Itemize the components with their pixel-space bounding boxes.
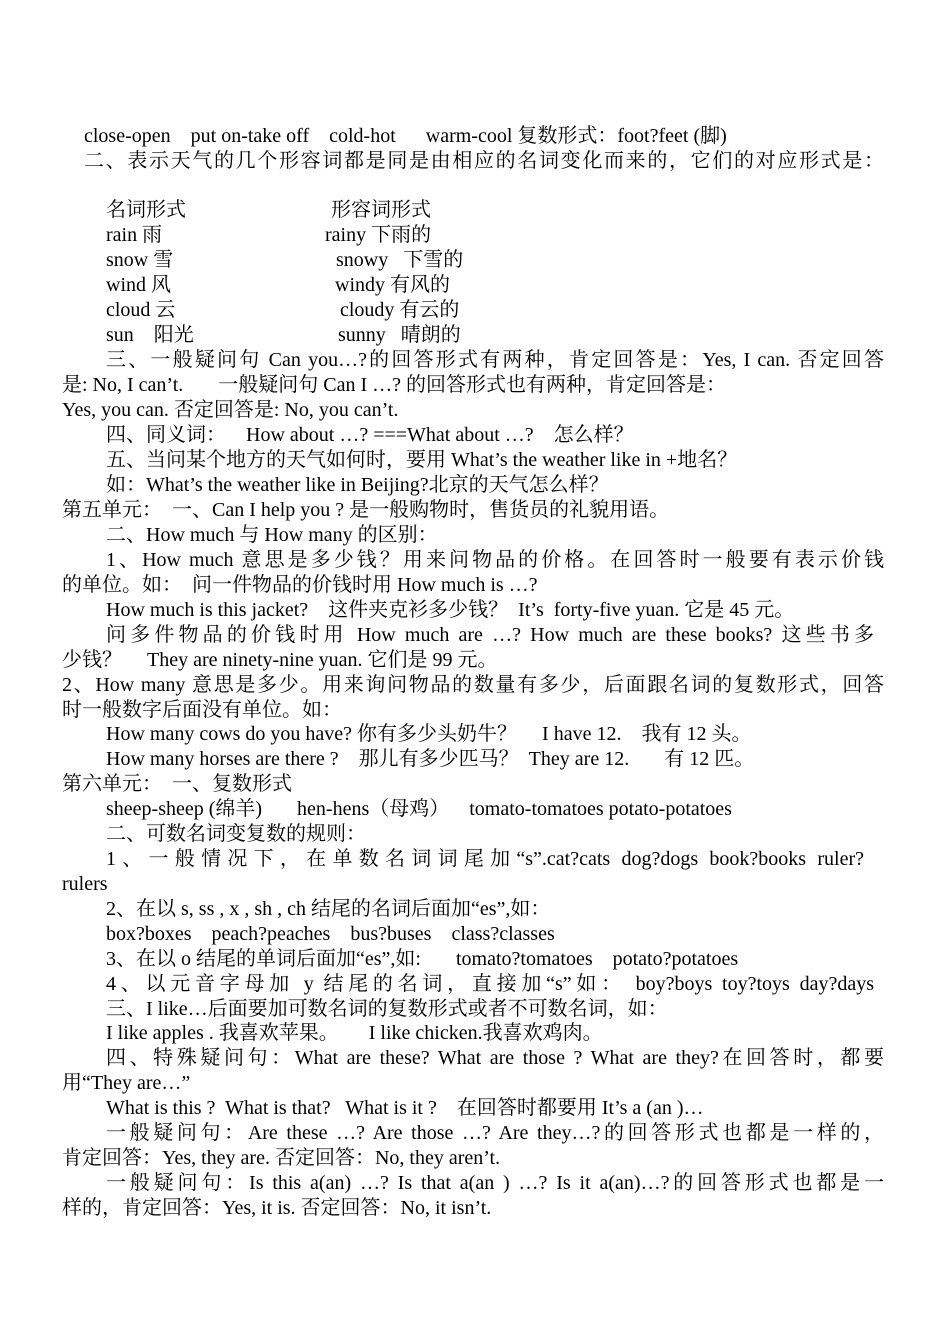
- text-line: 一般疑问句：Are these …? Are those …? Are they…?的回答形式也都是一样的，: [106, 1122, 884, 1144]
- text-line: 的单位。如： 问一件物品的价钱时用 How much is …?: [62, 574, 538, 596]
- text-line: 二、表示天气的几个形容词都是同是由相应的名词变化而来的，它们的对应形式是：: [84, 150, 884, 172]
- noun-cell: wind 风: [106, 274, 171, 296]
- text-line: What is this ? What is that? What is it ? 在回答时都要用 It’s a (an )…: [106, 1097, 704, 1119]
- text-line: 用“They are…”: [62, 1072, 191, 1094]
- text-line: box?boxes peach?peaches bus?buses class?classes: [106, 923, 555, 945]
- text-line: 二、How much 与 How many 的区别：: [106, 524, 438, 546]
- adjective-cell: sunny 晴朗的: [338, 324, 461, 346]
- text-line: 四、特殊疑问句：What are these? What are those ? What are they?在回答时，都要: [106, 1047, 884, 1069]
- text-line: 1、How much 意思是多少钱？用来问物品的价格。在回答时一般要有表示价钱: [106, 549, 884, 571]
- text-line: 2、How many 意思是多少。用来询问物品的数量有多少，后面跟名词的复数形式，回答: [62, 674, 884, 696]
- text-line: Yes, you can. 否定回答是: No, you can’t.: [62, 399, 399, 421]
- text-line: 3、在以 o 结尾的单词后面加“es”,如: tomato?tomatoes potato?potatoes: [106, 948, 739, 970]
- text-line: How many cows do you have? 你有多少头奶牛？ I have 12. 我有 12 头。: [106, 723, 752, 745]
- adjective-cell: cloudy 有云的: [340, 299, 460, 321]
- text-line: 时一般数字后面没有单位。如：: [62, 699, 342, 721]
- table-header-adjective: 形容词形式: [331, 199, 431, 221]
- text-line: sheep-sheep (绵羊) hen-hens（母鸡） tomato-tomatoes potato-potatoes: [106, 798, 732, 820]
- text-line: 五、当问某个地方的天气如何时，要用 What’s the weather like in +地名？: [106, 449, 738, 471]
- section-heading-unit-6: 第六单元： 一、复数形式: [62, 773, 292, 795]
- text-line: 2、在以 s, ss , x , sh , ch 结尾的名词后面加“es”,如：: [106, 898, 551, 920]
- text-line: 样的，肯定回答：Yes, it is. 否定回答：No, it isn’t.: [62, 1197, 492, 1219]
- text-line: 如：What’s the weather like in Beijing?北京的天气怎么样？: [106, 474, 609, 496]
- text-line: 少钱？ They are ninety-nine yuan. 它们是 99 元。: [62, 649, 498, 671]
- noun-cell: cloud 云: [106, 299, 176, 321]
- noun-cell: sun 阳光: [106, 324, 194, 346]
- noun-cell: snow 雪: [106, 249, 174, 271]
- adjective-cell: rainy 下雨的: [325, 224, 432, 246]
- text-line: rulers: [62, 873, 108, 895]
- adjective-cell: windy 有风的: [335, 274, 450, 296]
- text-line: 一般疑问句：Is this a(an) …? Is that a(an ) …? Is it a(an)…?的回答形式也都是一: [106, 1172, 884, 1194]
- text-line: 问多件物品的价钱时用 How much are …? How much are these books? 这些书多: [106, 624, 874, 646]
- text-line: How many horses are there ? 那儿有多少匹马？ They are 12. 有 12 匹。: [106, 748, 755, 770]
- text-line: 4、以元音字母加 y 结尾的名词，直接加“s”如： boy?boys toy?toys day?days: [106, 973, 874, 995]
- text-line: 三、一般疑问句 Can you…?的回答形式有两种，肯定回答是：Yes, I can. 否定回答: [106, 349, 884, 371]
- section-heading-unit-5: 第五单元： 一、Can I help you ? 是一般购物时，售货员的礼貌用语。: [62, 499, 670, 521]
- text-line: 三、I like…后面要加可数名词的复数形式或者不可数名词，如：: [106, 998, 668, 1020]
- text-line: 二、可数名词变复数的规则：: [106, 823, 366, 845]
- noun-cell: rain 雨: [106, 224, 163, 246]
- text-line: 肯定回答：Yes, they are. 否定回答：No, they aren’t.: [62, 1147, 501, 1169]
- text-line: 1、一般情况下，在单数名词词尾加“s”.cat?cats dog?dogs book?books ruler?: [106, 848, 864, 870]
- text-line: How much is this jacket? 这件夹克衫多少钱？ It’s forty-five yuan. 它是 45 元。: [106, 599, 795, 621]
- adjective-cell: snowy 下雪的: [336, 249, 464, 271]
- text-line: 是: No, I can’t. 一般疑问句 Can I …? 的回答形式也有两种，肯定回答是：: [62, 374, 727, 396]
- text-line: I like apples . 我喜欢苹果。 I like chicken.我喜欢鸡肉。: [106, 1022, 603, 1044]
- table-header-noun: 名词形式: [106, 199, 186, 221]
- text-line: close-open put on-take off cold-hot warm-cool 复数形式：foot?feet (脚): [84, 125, 727, 147]
- text-line: 四、同义词： How about …? ===What about …? 怎么样？: [106, 424, 634, 446]
